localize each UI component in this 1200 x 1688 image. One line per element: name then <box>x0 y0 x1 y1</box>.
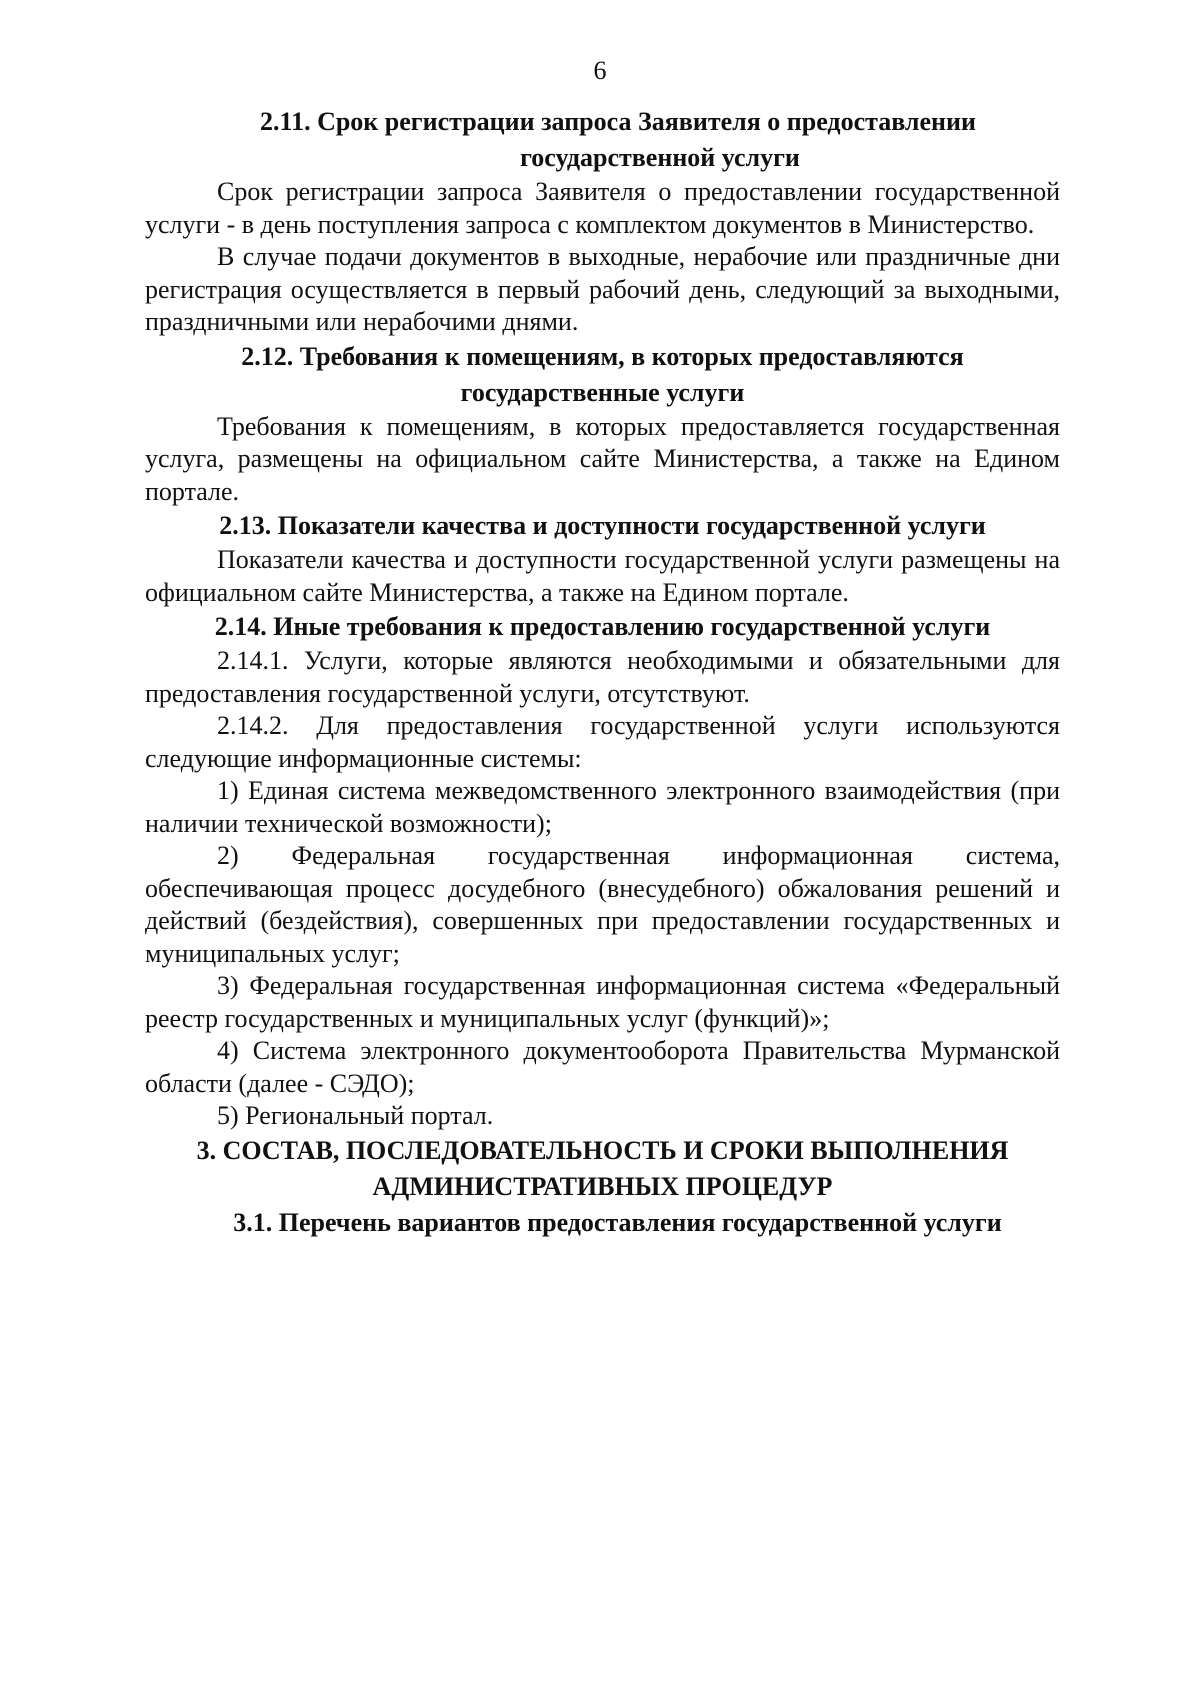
list-item: 1) Единая система межведомственного электронного взаимодействия (при наличии технической возможности); <box>145 776 1060 838</box>
list-item: 2) Федеральная государственная информационная система, обеспечивающая процесс досудебного (внесудебного) обжалования решений и действий (бездействия), совершенных при предоставлении государственных и муниципальных услуг; <box>145 841 1060 968</box>
document-body <box>145 104 1060 1241</box>
section-2-14-paragraph-1: 2.14.1. Услуги, которые являются необходимыми и обязательными для предоставления государственной услуги, отсутствуют. <box>145 646 1060 708</box>
section-2-13-paragraph-1: Показатели качества и доступности государственной услуги размещены на официальном сайте Министерства, а также на Едином портале. <box>145 545 1060 607</box>
page-number: 6 <box>593 56 607 85</box>
list-item: 4) Система электронного документооборота Правительства Мурманской области (далее - СЭДО); <box>145 1036 1060 1098</box>
list-item: 5) Региональный портал. <box>217 1101 494 1130</box>
section-2-12-paragraph-1: Требования к помещениям, в которых предоставляется государственная услуга, размещены на официальном сайте Министерства, а также на Едином портале. <box>145 411 1060 506</box>
section-2-11-paragraph-2: В случае подачи документов в выходные, нерабочие или праздничные дни регистрация осуществляется в первый рабочий день, следующий за выходными, праздничными или нерабочими днями. <box>145 242 1060 336</box>
section-3-heading <box>145 1133 1060 1205</box>
section-2-13-heading: 2.13. Показатели качества и доступности государственной услуги <box>219 511 986 540</box>
section-2-11-heading-line1: 2.11. Срок регистрации запроса Заявителя о предоставлении <box>260 107 976 136</box>
section-2-12-heading-line2: государственные услуги <box>460 377 745 407</box>
section-2-14-heading: 2.14. Иные требования к предоставлению государственной услуги <box>214 612 991 641</box>
section-2-12-heading-line1: 2.12. Требования к помещениям, в которых предоставляются <box>241 341 964 371</box>
section-3-heading-line2: АДМИНИСТРАТИВНЫХ ПРОЦЕДУР <box>372 1171 833 1201</box>
section-2-11-heading <box>145 104 1060 176</box>
section-2-11-paragraph-1: Срок регистрации запроса Заявителя о предоставлении государственной услуги - в день поступления запроса с комплектом документов в Министерство. <box>145 177 1060 239</box>
section-2-11-heading-line2: государственной услуги <box>520 143 800 172</box>
section-2-14-paragraph-2: 2.14.2. Для предоставления государственной услуги используются следующие информационные системы: <box>145 711 1060 773</box>
section-2-12-heading <box>145 339 1060 411</box>
section-3-1-heading: 3.1. Перечень вариантов предоставления государственной услуги <box>233 1207 1002 1237</box>
list-item: 3) Федеральная государственная информационная система «Федеральный реестр государственных и муниципальных услуг (функций)»; <box>145 971 1060 1033</box>
section-3-heading-line1: 3. СОСТАВ, ПОСЛЕДОВАТЕЛЬНОСТЬ И СРОКИ ВЫПОЛНЕНИЯ <box>196 1135 1009 1165</box>
